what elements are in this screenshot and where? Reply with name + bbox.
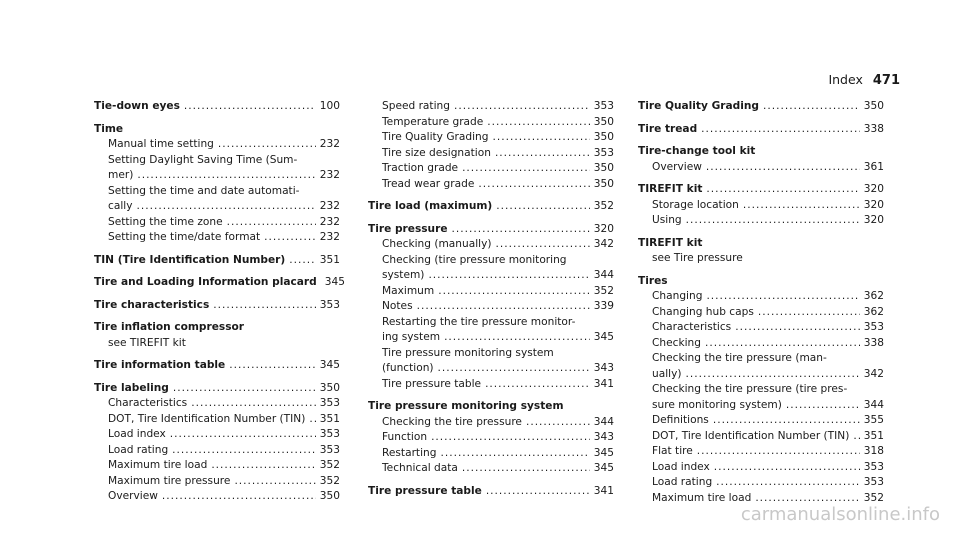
entry-page-number: 232 <box>319 169 340 181</box>
leader-dots <box>440 447 589 459</box>
entry-label: cally <box>108 200 133 212</box>
index-subentry <box>94 428 340 444</box>
entry-label: Speed rating <box>382 100 450 112</box>
entry-label: Checking the tire pressure <box>382 415 522 428</box>
entry-page-number: 320 <box>593 222 614 235</box>
entry-label: Tie-down eyes <box>94 100 180 112</box>
index-subentry <box>638 161 884 177</box>
entry-label: Tire tread <box>638 122 698 135</box>
index-subentry <box>94 490 340 506</box>
leader-dots <box>755 492 859 504</box>
entry-page-number: 350 <box>593 177 614 190</box>
entry-page-number: 232 <box>319 200 340 212</box>
index-subentry <box>368 147 614 163</box>
index-subentry <box>94 459 340 475</box>
entry-page-number: 353 <box>863 460 884 473</box>
entry-label: Load index <box>652 460 710 473</box>
leader-dots <box>496 200 590 212</box>
index-entry <box>638 123 884 139</box>
entry-label: Notes <box>382 300 413 312</box>
entry-page-number: 345 <box>593 331 614 343</box>
leader-dots <box>735 321 860 333</box>
entry-page-number: 232 <box>319 231 340 243</box>
leader-dots <box>229 359 316 371</box>
entry-label: Definitions <box>652 414 709 426</box>
entry-page-number: 351 <box>319 253 340 266</box>
index-subentry <box>368 178 614 194</box>
index-subentry <box>368 447 614 463</box>
entry-label: Load rating <box>652 476 713 488</box>
entry-page-number: 345 <box>319 359 340 371</box>
entry-label: Tire pressure table <box>368 484 482 497</box>
leader-dots <box>137 169 315 181</box>
entry-label: Load rating <box>108 443 169 456</box>
entry-label: Maximum tire load <box>108 459 208 471</box>
entry-label: Checking (manually) <box>382 238 492 250</box>
index-subentry <box>94 444 340 460</box>
index-subentry <box>368 431 614 447</box>
entry-label: Restarting <box>382 446 437 459</box>
entry-page-number: 350 <box>319 490 340 502</box>
entry-label: DOT, Tire Identification Number (TIN) <box>652 429 850 442</box>
entry-page-number: 351 <box>319 412 340 425</box>
index-entry <box>638 145 884 161</box>
index-entry <box>368 200 614 216</box>
leader-dots <box>184 100 316 112</box>
leader-dots <box>758 306 860 318</box>
entry-label: Tread wear grade <box>382 177 475 190</box>
index-subentry <box>638 252 884 268</box>
entry-page-number: 362 <box>863 290 884 302</box>
index-subentry <box>368 238 614 254</box>
index-entry <box>94 382 340 398</box>
leader-dots <box>496 238 590 250</box>
entry-page-number: 353 <box>593 100 614 112</box>
entry-page-number: 362 <box>863 305 884 318</box>
leader-dots <box>211 459 315 471</box>
entry-label: (function) <box>382 362 434 374</box>
leader-dots <box>705 337 860 349</box>
entry-page-number: 344 <box>863 398 884 411</box>
leader-dots <box>706 290 859 302</box>
entry-page-number: 351 <box>863 429 884 442</box>
entry-page-number: 361 <box>863 160 884 173</box>
entry-page-number: 350 <box>593 162 614 174</box>
entry-page-number: 345 <box>593 462 614 474</box>
index-subentry <box>638 321 884 337</box>
index-subentry <box>368 462 614 478</box>
entry-label: Storage location <box>652 198 739 211</box>
leader-dots <box>227 216 316 228</box>
entry-label: Using <box>652 214 682 226</box>
leader-dots <box>213 299 315 311</box>
entry-page-number: 350 <box>319 381 340 394</box>
entry-label: Changing hub caps <box>652 305 754 318</box>
leader-dots <box>492 131 589 143</box>
index-subentry <box>94 397 340 413</box>
index-entry <box>94 276 345 292</box>
entry-label: Function <box>382 431 428 443</box>
leader-dots <box>462 162 590 174</box>
entry-label: Maximum tire pressure <box>108 474 231 487</box>
index-subentry <box>638 214 884 230</box>
entry-page-number: 341 <box>593 377 614 390</box>
entry-label: Load index <box>108 428 166 440</box>
index-subentry <box>368 347 614 363</box>
entry-page-number: 344 <box>593 415 614 428</box>
leader-dots <box>191 397 316 409</box>
entry-label: sure monitoring system) <box>652 398 782 411</box>
index-subentry <box>638 399 884 415</box>
entry-page-number: 232 <box>319 138 340 150</box>
index-entry <box>638 237 884 253</box>
index-subentry <box>638 337 884 353</box>
index-subentry <box>368 162 614 178</box>
index-subentry <box>94 337 340 353</box>
entry-page-number: 352 <box>863 491 884 504</box>
index-subentry <box>368 116 614 132</box>
entry-page-number: 353 <box>863 321 884 333</box>
entry-page-number: 350 <box>593 131 614 143</box>
entry-label: Overview <box>652 160 702 173</box>
entry-label: Time <box>94 122 124 135</box>
leader-dots <box>713 414 860 426</box>
leader-dots <box>162 490 316 502</box>
entry-page-number: 353 <box>319 298 340 311</box>
index-subentry <box>94 216 340 232</box>
entry-label: Checking the tire pressure (tire pres- <box>652 383 848 395</box>
leader-dots <box>495 147 590 159</box>
entry-label: Maximum <box>382 284 435 297</box>
header-title: Index <box>828 72 863 87</box>
leader-dots <box>478 178 589 190</box>
entry-page-number: 353 <box>863 476 884 488</box>
entry-label: Checking <box>652 336 701 349</box>
index-entry <box>94 359 340 375</box>
leader-dots <box>309 413 315 425</box>
index-column-3 <box>638 100 884 507</box>
entry-label: Tire pressure monitoring system <box>368 400 564 412</box>
entry-label: mer) <box>108 169 134 181</box>
entry-label: system) <box>382 269 425 281</box>
index-column-1 <box>94 100 345 506</box>
entry-label: Technical data <box>382 462 458 474</box>
index-entry <box>94 299 340 315</box>
index-subentry <box>94 185 340 201</box>
entry-label: DOT, Tire Identification Number (TIN) <box>108 412 306 425</box>
entry-page-number: 352 <box>593 200 614 212</box>
entry-label: Tire inflation compressor <box>94 321 245 333</box>
entry-label: Changing <box>652 290 703 302</box>
index-subentry <box>94 200 340 216</box>
leader-dots <box>173 382 316 394</box>
index-column-2 <box>368 100 614 500</box>
entry-page-number: 353 <box>319 428 340 440</box>
entry-page-number: 338 <box>863 336 884 349</box>
index-entry <box>368 485 614 501</box>
entry-page-number: 352 <box>319 474 340 487</box>
entry-label: Tire-change tool kit <box>638 145 756 157</box>
entry-label: Tire Quality Grading <box>382 131 489 143</box>
leader-dots <box>701 123 860 135</box>
entry-page-number: 338 <box>863 122 884 135</box>
leader-dots <box>485 378 590 390</box>
entry-page-number: 318 <box>863 445 884 457</box>
entry-page-number: 341 <box>593 484 614 497</box>
leader-dots <box>686 214 860 226</box>
leader-dots <box>417 300 590 312</box>
entry-label: Setting the time/date format <box>108 231 261 243</box>
leader-dots <box>454 100 590 112</box>
entry-page-number: 100 <box>319 100 340 112</box>
entry-page-number: 353 <box>319 397 340 409</box>
leader-dots <box>706 161 860 173</box>
entry-label: Tire pressure <box>368 222 448 235</box>
entry-label: Checking (tire pressure monitoring <box>382 253 567 266</box>
index-subentry <box>368 269 614 285</box>
entry-page-number: 232 <box>319 215 340 228</box>
leader-dots <box>716 476 860 488</box>
watermark: carmanualsonline.info <box>740 504 940 525</box>
entry-label: Tire and Loading Information placard <box>94 276 317 288</box>
entry-label: Setting Daylight Saving Time (Sum- <box>108 153 298 166</box>
entry-label: see Tire pressure <box>652 252 743 264</box>
entry-label: Restarting the tire pressure monitor- <box>382 315 576 328</box>
index-entry <box>94 100 340 116</box>
entry-page-number: 353 <box>319 443 340 456</box>
index-subentry <box>368 362 614 378</box>
index-subentry <box>368 331 614 347</box>
leader-dots <box>706 183 859 195</box>
entry-label: Tire pressure monitoring system <box>382 346 554 359</box>
index-entry <box>638 275 884 291</box>
entry-page-number: 352 <box>593 284 614 297</box>
index-subentry <box>368 100 614 116</box>
entry-label: Flat tire <box>652 445 693 457</box>
entry-label: Tire characteristics <box>94 298 210 311</box>
page-number: 471 <box>872 73 900 88</box>
entry-label: Checking the tire pressure (man- <box>652 352 827 364</box>
index-subentry <box>638 414 884 430</box>
entry-label: Setting the time and date automati- <box>108 184 300 197</box>
leader-dots <box>486 485 590 497</box>
index-subentry <box>638 352 884 368</box>
leader-dots <box>438 285 590 297</box>
entry-label: Maximum tire load <box>652 491 752 504</box>
index-entry <box>368 400 614 416</box>
index-subentry <box>94 154 340 170</box>
leader-dots <box>763 100 860 112</box>
entry-label: see TIREFIT kit <box>108 336 186 349</box>
index-subentry <box>638 306 884 322</box>
entry-label: Characteristics <box>652 321 732 333</box>
entry-page-number: 342 <box>863 367 884 380</box>
entry-label: Tire labeling <box>94 381 169 394</box>
entry-label: ually) <box>652 367 682 380</box>
leader-dots <box>714 461 860 473</box>
entry-label: Manual time setting <box>108 138 214 150</box>
entry-page-number: 344 <box>593 269 614 281</box>
entry-page-number: 352 <box>319 459 340 471</box>
index-subentry <box>368 131 614 147</box>
leader-dots <box>452 223 590 235</box>
leader-dots <box>136 200 315 212</box>
leader-dots <box>526 416 590 428</box>
index-subentry <box>638 290 884 306</box>
leader-dots <box>428 269 589 281</box>
index-entry <box>94 321 340 337</box>
leader-dots <box>686 368 860 380</box>
leader-dots <box>170 428 316 440</box>
entry-label: Tire size designation <box>382 146 491 159</box>
index-subentry <box>94 169 340 185</box>
index-subentry <box>368 378 614 394</box>
entry-page-number: 350 <box>593 115 614 128</box>
entry-page-number: 345 <box>593 446 614 459</box>
entry-page-number: 320 <box>863 198 884 211</box>
index-subentry <box>368 300 614 316</box>
entry-label: Setting the time zone <box>108 215 223 228</box>
entry-label: Traction grade <box>382 162 459 174</box>
entry-label: TIREFIT kit <box>638 183 703 195</box>
entry-page-number: 339 <box>593 300 614 312</box>
index-subentry <box>368 316 614 332</box>
leader-dots <box>697 445 860 457</box>
entry-label: Tire load (maximum) <box>368 200 493 212</box>
index-entry <box>94 254 340 270</box>
index-subentry <box>638 199 884 215</box>
leader-dots <box>462 462 590 474</box>
entry-label: Tire information table <box>94 359 226 371</box>
entry-label: Characteristics <box>108 397 188 409</box>
leader-dots <box>444 331 590 343</box>
entry-label: Tire Quality Grading <box>638 100 759 112</box>
leader-dots <box>743 199 860 211</box>
index-subentry <box>638 461 884 477</box>
entry-page-number: 342 <box>593 238 614 250</box>
leader-dots <box>289 254 316 266</box>
index-subentry <box>368 416 614 432</box>
index-subentry <box>638 445 884 461</box>
entry-page-number: 320 <box>863 214 884 226</box>
leader-dots <box>438 362 590 374</box>
entry-page-number: 320 <box>863 183 884 195</box>
index-subentry <box>638 476 884 492</box>
index-subentry <box>94 231 340 247</box>
index-subentry <box>94 413 340 429</box>
leader-dots <box>853 430 859 442</box>
leader-dots <box>218 138 316 150</box>
entry-label: Tire pressure table <box>382 377 482 390</box>
entry-page-number: 343 <box>593 362 614 374</box>
page-header <box>828 72 900 88</box>
index-subentry <box>368 285 614 301</box>
index-entry <box>368 223 614 239</box>
index-entry <box>638 183 884 199</box>
leader-dots <box>431 431 590 443</box>
index-subentry <box>94 475 340 491</box>
index-subentry <box>638 430 884 446</box>
index-subentry <box>638 383 884 399</box>
leader-dots <box>172 444 316 456</box>
index-subentry <box>638 368 884 384</box>
leader-dots <box>487 116 589 128</box>
entry-label: Tires <box>638 274 668 287</box>
entry-page-number: 350 <box>863 100 884 112</box>
entry-page-number: 353 <box>593 146 614 159</box>
entry-label: Overview <box>108 490 158 502</box>
leader-dots <box>786 399 860 411</box>
entry-label: Temperature grade <box>382 115 484 128</box>
index-subentry <box>368 254 614 270</box>
leader-dots <box>264 231 316 243</box>
index-subentry <box>94 138 340 154</box>
entry-label: TIN (Tire Identification Number) <box>94 253 286 266</box>
entry-page-number: 355 <box>863 414 884 426</box>
entry-label: ing system <box>382 331 441 343</box>
entry-page-number: 345 <box>324 276 345 288</box>
entry-page-number: 343 <box>593 431 614 443</box>
leader-dots <box>234 475 315 487</box>
index-entry <box>94 123 340 139</box>
index-entry <box>638 100 884 116</box>
entry-label: TIREFIT kit <box>638 236 703 249</box>
